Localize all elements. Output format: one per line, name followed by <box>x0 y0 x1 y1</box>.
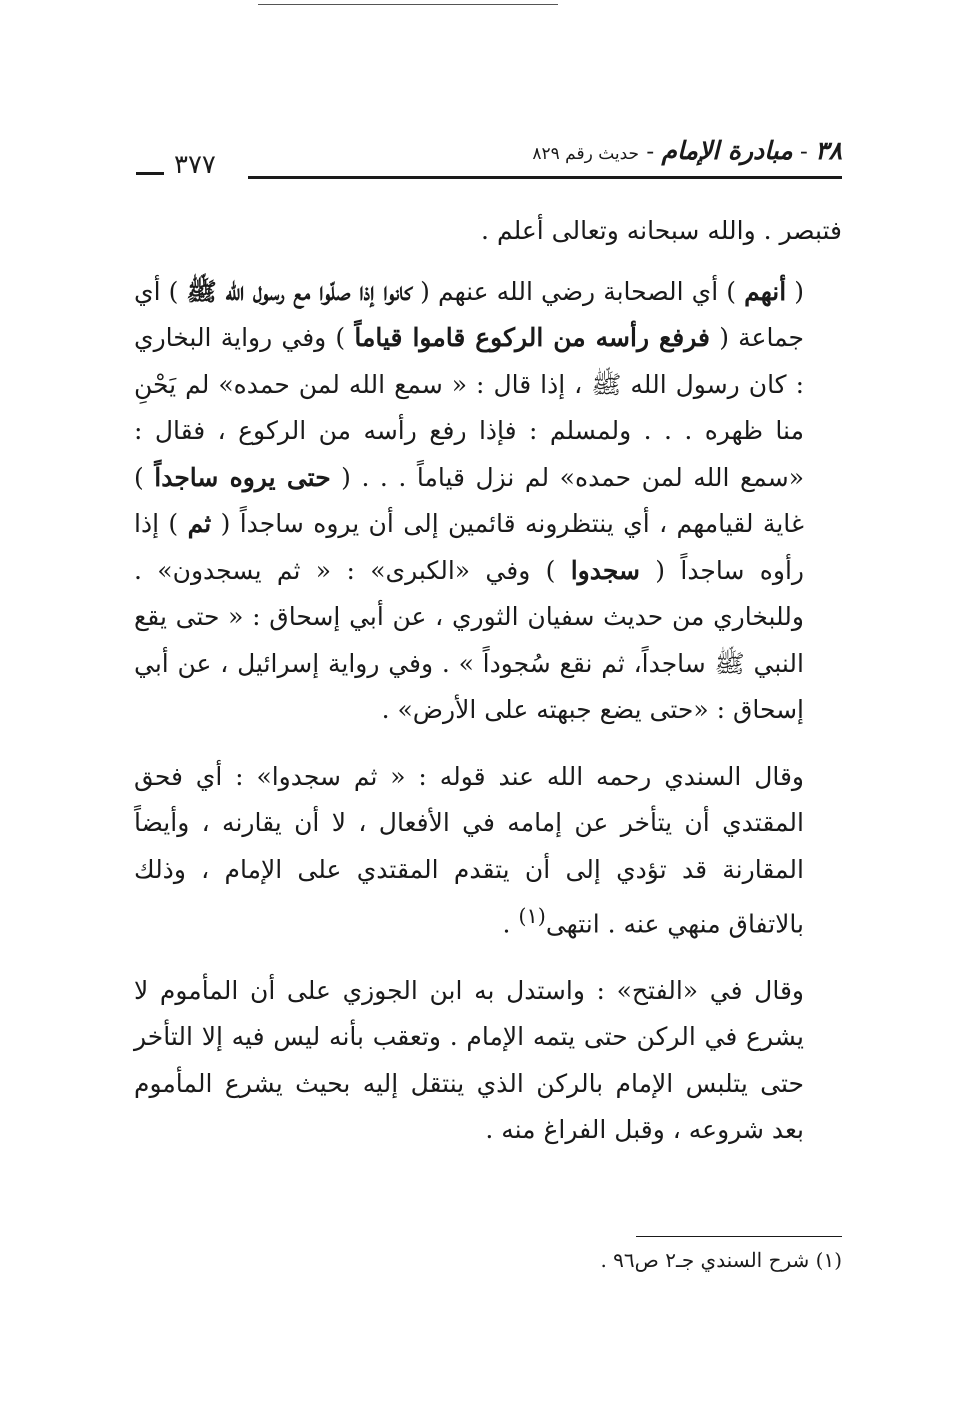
chapter-title: مبادرة الإمام <box>661 136 793 165</box>
text-run: . <box>502 909 519 939</box>
header-separator: - <box>639 139 662 165</box>
footnote-rule <box>636 1236 842 1237</box>
bold-term: حتى يروه ساجداً <box>154 462 331 492</box>
bold-term: فرفع رأسه من الركوع قاموا قياماً <box>354 323 710 352</box>
hadith-reference: حديث رقم ٨٢٩ <box>532 144 640 164</box>
text-run: ) إذا رأوه ساجداً ( <box>134 509 804 585</box>
chapter-number: ٣٨ <box>815 136 842 165</box>
text-run: ) وفي «الكبرى» : « ثم يسجدون» . وللبخاري من حديث سفيان الثوري ، عن أبي إسحاق : « حتى يقع النبي ﷺ ساجداً، ثم نقع سُجوداً » . وفي رواية إسرائيل ، عن أبي إسحاق : «حتى يضع جبهته على الأرض» . <box>134 555 804 724</box>
bold-term: سجدوا <box>570 555 640 585</box>
page-number-dash <box>136 172 164 175</box>
text-run: وقال السندي رحمه الله عند قوله : « ثم سجدوا» : أي فحق المقتدي أن يتأخر عن إمامه في الأفعال ، لا أن يقارنه ، وأيضاً المقارنة قد تؤدي إلى أن يتقدم المقتدي على الإمام ، وذلك بالاتفاق منهي عنه . انتهى <box>134 761 804 939</box>
running-head <box>532 136 842 165</box>
bold-term: أنهم <box>744 276 787 306</box>
paragraph <box>134 269 842 734</box>
top-edge-rule <box>258 4 558 5</box>
text-run: ) أي الصحابة رضي الله عنهم ( <box>412 276 745 306</box>
bold-term: كانوا إذا صلّوا مع رسول الله ﷺ <box>186 276 413 306</box>
paragraph: وقال في «الفتح» : واستدل به ابن الجوزي على أن المأموم لا يشرع في الركن حتى يتمه الإمام . وتعقب بأنه ليس فيه إلا التأخر حتى يتلبس الإمام بالركن الذي ينتقل إليه بحيث يشرع المأموم بعد شروعه ، وقبل الفراغ منه . <box>134 975 804 1145</box>
page-number: ٣٧٧ <box>174 150 216 180</box>
text-run: ) أي جماعة ( <box>134 276 805 352</box>
main-text <box>134 208 842 1174</box>
text-run: ) وفي رواية البخاري : كان رسول الله ﷺ ، إذا قال : « سمع الله لمن حمده» لم يَحْنِ منا ظهره . . . ولمسلم : فإذا رفع رأسه من الركوع ، فقال : «سمع الله لمن حمده» لم نزل قياماً . . . ( <box>134 323 804 492</box>
header-separator: - <box>792 139 816 165</box>
bold-term: ثم <box>187 509 212 538</box>
page-header <box>130 136 842 186</box>
footnote-marker: (١) <box>518 904 546 928</box>
text-run: ) غاية لقيامهم ، أي ينتظرونه قائمين إلى أن يروه ساجداً ( <box>134 462 804 538</box>
paragraph <box>134 754 842 948</box>
text-run: ( <box>786 276 804 306</box>
paragraph: فتبصر . والله سبحانه وتعالى أعلم . <box>481 216 842 245</box>
page-number-block <box>136 150 216 180</box>
footnote: (١) شرح السندي جـ٢ ص٩٦ . <box>600 1248 842 1272</box>
header-rule <box>248 176 842 179</box>
